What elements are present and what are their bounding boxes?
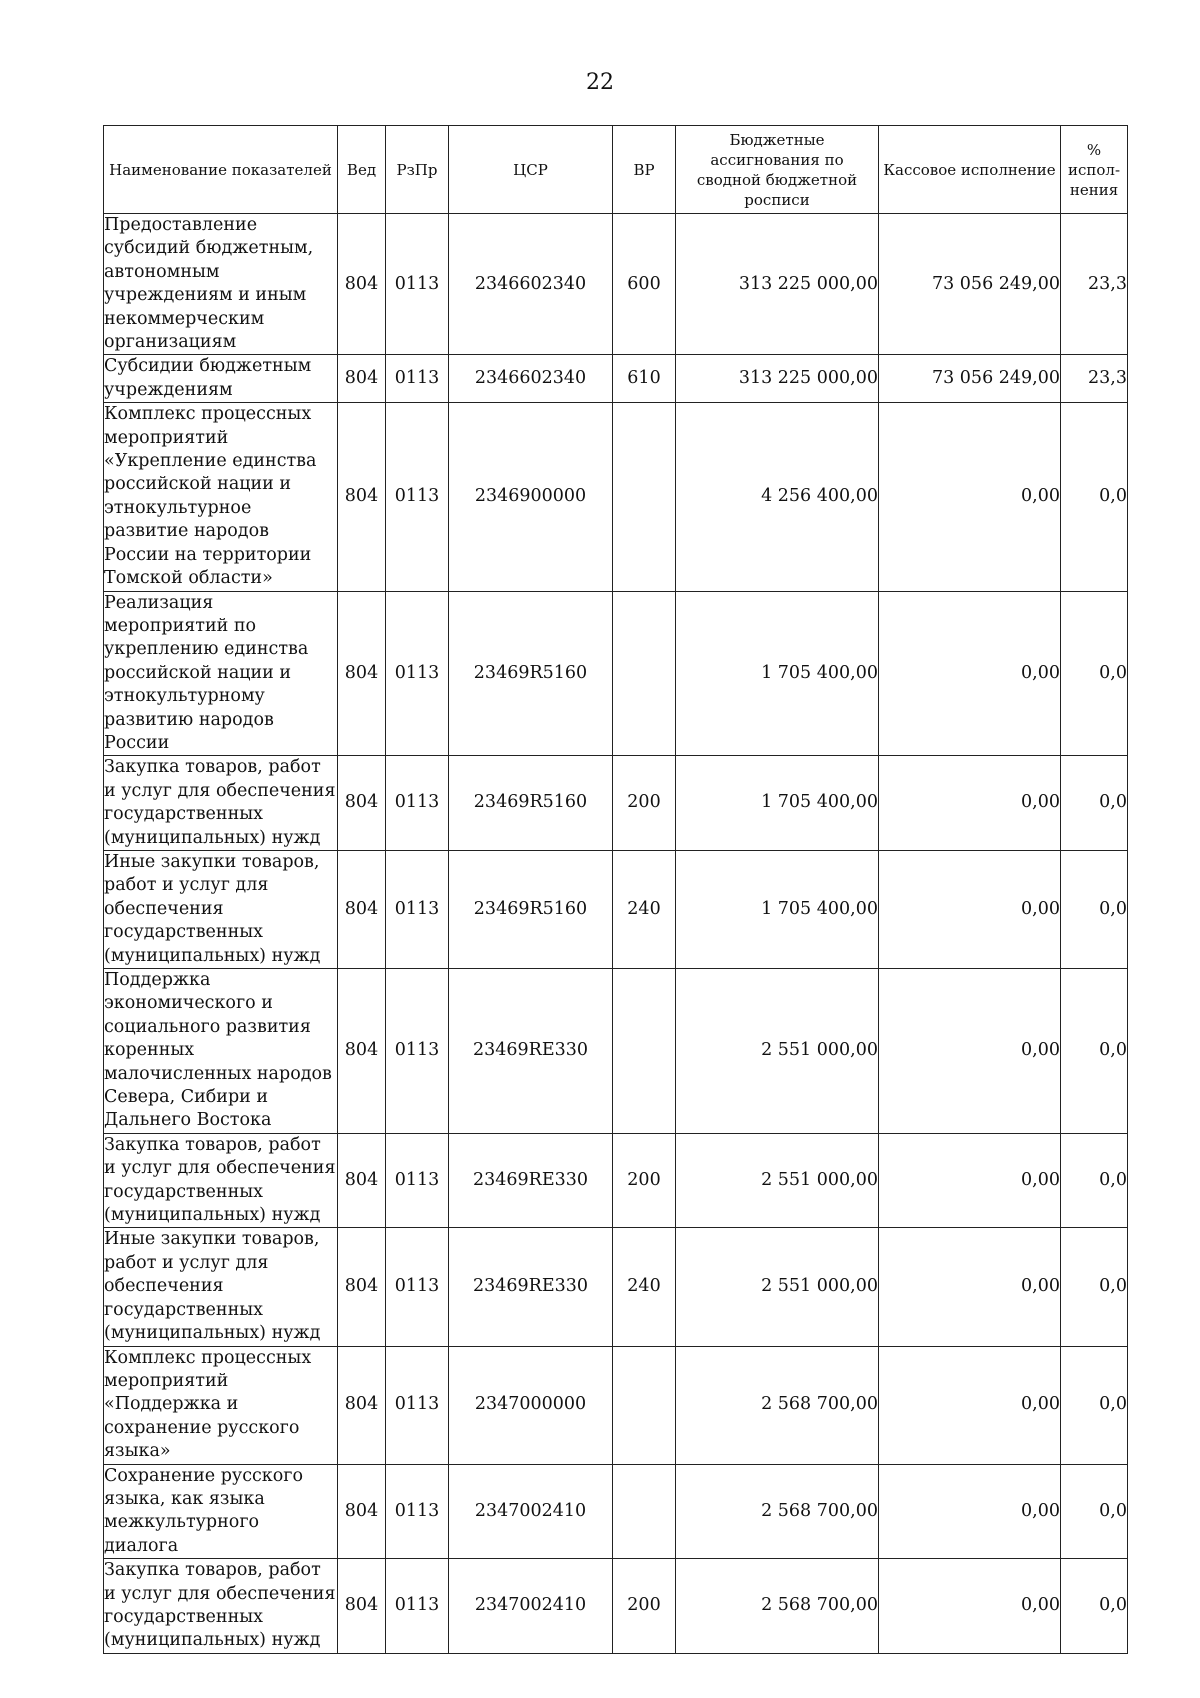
table-row <box>104 1133 1128 1228</box>
row-percent: 0,0 <box>1061 1346 1128 1464</box>
table-row <box>104 214 1128 355</box>
header-ved: Вед <box>338 126 386 214</box>
row-csr: 2346900000 <box>449 403 613 591</box>
page-number: 22 <box>586 70 614 95</box>
row-cash-execution: 0,00 <box>879 591 1061 756</box>
row-percent: 0,0 <box>1061 403 1128 591</box>
row-assignments: 2 551 000,00 <box>676 1133 879 1228</box>
row-vr: 200 <box>613 1559 676 1654</box>
row-rzpr: 0113 <box>386 214 449 355</box>
row-percent: 0,0 <box>1061 591 1128 756</box>
row-vr: 200 <box>613 756 676 851</box>
row-assignments: 1 705 400,00 <box>676 756 879 851</box>
budget-table <box>103 125 1128 1654</box>
row-csr: 2346602340 <box>449 214 613 355</box>
row-assignments: 2 551 000,00 <box>676 1228 879 1346</box>
row-csr: 23469R5160 <box>449 591 613 756</box>
row-name: Иные закупки товаров, работ и услуг для обеспечения государственных (муниципальных) нужд <box>104 850 338 968</box>
row-vr <box>613 969 676 1134</box>
row-rzpr: 0113 <box>386 591 449 756</box>
row-cash-execution: 73 056 249,00 <box>879 355 1061 403</box>
row-assignments: 4 256 400,00 <box>676 403 879 591</box>
row-csr: 2347002410 <box>449 1559 613 1654</box>
row-csr: 23469R5160 <box>449 850 613 968</box>
row-percent: 0,0 <box>1061 1464 1128 1559</box>
row-cash-execution: 0,00 <box>879 1559 1061 1654</box>
row-cash-execution: 73 056 249,00 <box>879 214 1061 355</box>
table-row <box>104 969 1128 1134</box>
row-ved: 804 <box>338 1559 386 1654</box>
row-vr: 240 <box>613 1228 676 1346</box>
row-rzpr: 0113 <box>386 1133 449 1228</box>
row-percent: 0,0 <box>1061 1559 1128 1654</box>
row-assignments: 2 551 000,00 <box>676 969 879 1134</box>
row-vr <box>613 591 676 756</box>
row-rzpr: 0113 <box>386 969 449 1134</box>
row-rzpr: 0113 <box>386 850 449 968</box>
table-row <box>104 1464 1128 1559</box>
table-row <box>104 1559 1128 1654</box>
row-percent: 0,0 <box>1061 850 1128 968</box>
row-name: Закупка товаров, работ и услуг для обеспечения государственных (муниципальных) нужд <box>104 1559 338 1654</box>
row-ved: 804 <box>338 1346 386 1464</box>
row-name: Субсидии бюджетным учреждениям <box>104 355 338 403</box>
row-cash-execution: 0,00 <box>879 1346 1061 1464</box>
row-cash-execution: 0,00 <box>879 1464 1061 1559</box>
row-ved: 804 <box>338 1464 386 1559</box>
row-name: Поддержка экономического и социального развития коренных малочисленных народов Севера, Сибири и Дальнего Востока <box>104 969 338 1134</box>
row-name: Комплекс процессных мероприятий «Поддержка и сохранение русского языка» <box>104 1346 338 1464</box>
row-name: Сохранение русского языка, как языка межкультурного диалога <box>104 1464 338 1559</box>
row-assignments: 313 225 000,00 <box>676 214 879 355</box>
row-cash-execution: 0,00 <box>879 403 1061 591</box>
row-ved: 804 <box>338 1228 386 1346</box>
row-assignments: 1 705 400,00 <box>676 850 879 968</box>
row-ved: 804 <box>338 850 386 968</box>
row-cash-execution: 0,00 <box>879 969 1061 1134</box>
row-percent: 23,3 <box>1061 214 1128 355</box>
header-name: Наименование показателей <box>104 126 338 214</box>
row-ved: 804 <box>338 756 386 851</box>
row-vr <box>613 1346 676 1464</box>
table-row <box>104 1346 1128 1464</box>
row-percent: 0,0 <box>1061 1228 1128 1346</box>
row-name: Закупка товаров, работ и услуг для обеспечения государственных (муниципальных) нужд <box>104 756 338 851</box>
row-csr: 23469RE330 <box>449 1228 613 1346</box>
row-cash-execution: 0,00 <box>879 1133 1061 1228</box>
row-rzpr: 0113 <box>386 756 449 851</box>
row-csr: 2347002410 <box>449 1464 613 1559</box>
table-header-row <box>104 126 1128 214</box>
row-csr: 23469RE330 <box>449 969 613 1134</box>
row-cash-execution: 0,00 <box>879 1228 1061 1346</box>
row-ved: 804 <box>338 969 386 1134</box>
header-percent: % испол-нения <box>1061 126 1128 214</box>
row-vr: 240 <box>613 850 676 968</box>
header-rzpr: РзПр <box>386 126 449 214</box>
row-cash-execution: 0,00 <box>879 756 1061 851</box>
row-percent: 23,3 <box>1061 355 1128 403</box>
row-vr: 200 <box>613 1133 676 1228</box>
table-row <box>104 591 1128 756</box>
row-rzpr: 0113 <box>386 1228 449 1346</box>
row-percent: 0,0 <box>1061 1133 1128 1228</box>
row-ved: 804 <box>338 355 386 403</box>
row-rzpr: 0113 <box>386 403 449 591</box>
row-csr: 23469R5160 <box>449 756 613 851</box>
row-rzpr: 0113 <box>386 1346 449 1464</box>
table-row <box>104 403 1128 591</box>
row-rzpr: 0113 <box>386 355 449 403</box>
row-ved: 804 <box>338 591 386 756</box>
table-row <box>104 756 1128 851</box>
row-percent: 0,0 <box>1061 969 1128 1134</box>
row-name: Закупка товаров, работ и услуг для обеспечения государственных (муниципальных) нужд <box>104 1133 338 1228</box>
row-ved: 804 <box>338 1133 386 1228</box>
header-csr: ЦСР <box>449 126 613 214</box>
row-assignments: 2 568 700,00 <box>676 1464 879 1559</box>
row-csr: 23469RE330 <box>449 1133 613 1228</box>
header-vr: ВР <box>613 126 676 214</box>
row-rzpr: 0113 <box>386 1464 449 1559</box>
row-rzpr: 0113 <box>386 1559 449 1654</box>
row-vr <box>613 1464 676 1559</box>
row-vr: 610 <box>613 355 676 403</box>
table-row <box>104 1228 1128 1346</box>
row-name: Комплекс процессных мероприятий «Укрепление единства российской нации и этнокультурное развитие народов России на территории Томской области» <box>104 403 338 591</box>
row-name: Предоставление субсидий бюджетным, автономным учреждениям и иным некоммерческим организациям <box>104 214 338 355</box>
row-name: Реализация мероприятий по укреплению единства российской нации и этнокультурному развитию народов России <box>104 591 338 756</box>
header-cash-execution: Кассовое исполнение <box>879 126 1061 214</box>
row-csr: 2346602340 <box>449 355 613 403</box>
row-percent: 0,0 <box>1061 756 1128 851</box>
row-assignments: 2 568 700,00 <box>676 1559 879 1654</box>
header-assignments: Бюджетные ассигнования по сводной бюджетной росписи <box>676 126 879 214</box>
table-row <box>104 355 1128 403</box>
row-csr: 2347000000 <box>449 1346 613 1464</box>
row-ved: 804 <box>338 214 386 355</box>
row-assignments: 2 568 700,00 <box>676 1346 879 1464</box>
row-vr <box>613 403 676 591</box>
row-vr: 600 <box>613 214 676 355</box>
row-name: Иные закупки товаров, работ и услуг для обеспечения государственных (муниципальных) нужд <box>104 1228 338 1346</box>
row-ved: 804 <box>338 403 386 591</box>
row-assignments: 1 705 400,00 <box>676 591 879 756</box>
row-cash-execution: 0,00 <box>879 850 1061 968</box>
row-assignments: 313 225 000,00 <box>676 355 879 403</box>
table-row <box>104 850 1128 968</box>
